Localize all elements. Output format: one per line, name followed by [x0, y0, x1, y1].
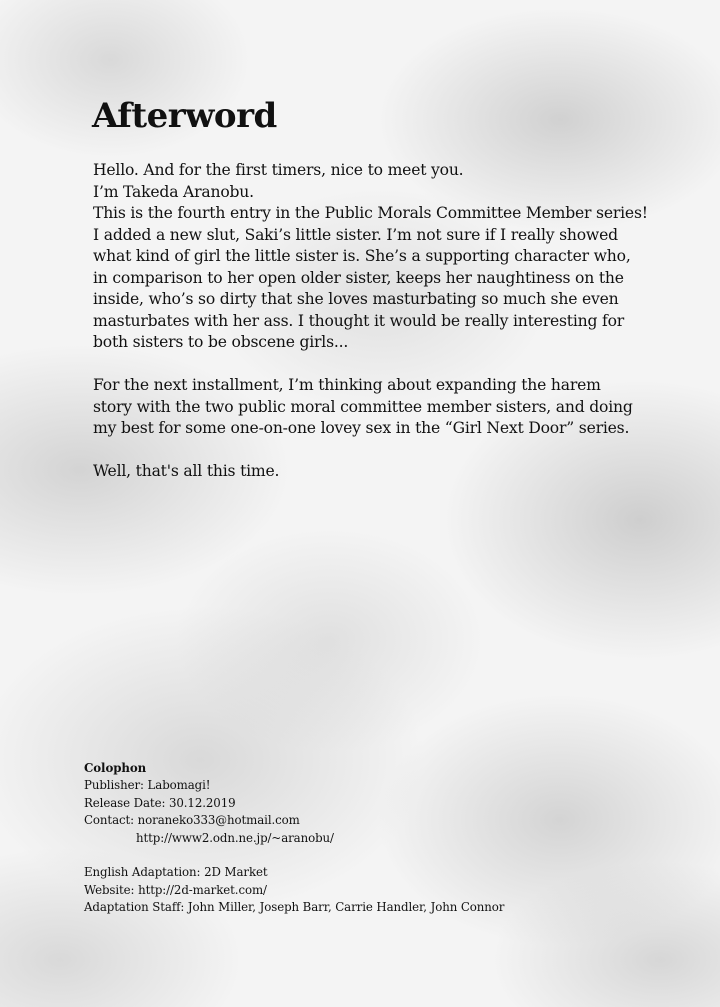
colophon-contact-url: http://www2.odn.ne.jp/~aranobu/ [136, 830, 334, 845]
colophon-publisher: Publisher: Labomagi! [84, 778, 211, 793]
text-line: For the next installment, I’m thinking about expanding the harem [93, 376, 601, 394]
paragraph-closing [93, 461, 693, 483]
colophon-contact: Contact: noraneko333@hotmail.com [84, 813, 300, 828]
text-line: my best for some one-on-one lovey sex in the “Girl Next Door” series. [93, 419, 630, 437]
text-line: what kind of girl the little sister is. She’s a supporting character who, [93, 247, 631, 265]
colophon-spacer [84, 847, 684, 864]
text-line: masturbates with her ass. I thought it would be really interesting for [93, 311, 625, 330]
paragraph-greeting [93, 160, 693, 354]
text-line: This is the fourth entry in the Public Morals Committee Member series! [93, 204, 648, 222]
colophon-release-date: Release Date: 30.12.2019 [84, 795, 236, 810]
text-line: Hello. And for the first timers, nice to meet you. [93, 161, 464, 179]
afterword-body [93, 160, 693, 504]
text-line: I’m Takeda Aranobu. [93, 182, 254, 201]
colophon-website: Website: http://2d-market.com/ [84, 882, 267, 897]
text-line: inside, who’s so dirty that she loves masturbating so much she even [93, 290, 619, 308]
text-line: Well, that's all this time. [93, 462, 280, 480]
page-title: Afterword [92, 96, 277, 136]
text-line: in comparison to her open older sister, keeps her naughtiness on the [93, 268, 624, 287]
paragraph-next-installment [93, 375, 693, 440]
text-line: both sisters to be obscene girls... [93, 333, 349, 351]
colophon-adaptation-staff: Adaptation Staff: John Miller, Joseph Barr, Carrie Handler, John Connor [84, 900, 505, 915]
colophon-english-adaptation: English Adaptation: 2D Market [84, 865, 268, 880]
colophon [84, 760, 684, 917]
text-line: I added a new slut, Saki’s little sister. I’m not sure if I really showed [93, 225, 618, 244]
colophon-heading: Colophon [84, 761, 147, 775]
text-line: story with the two public moral committee member sisters, and doing [93, 397, 633, 416]
